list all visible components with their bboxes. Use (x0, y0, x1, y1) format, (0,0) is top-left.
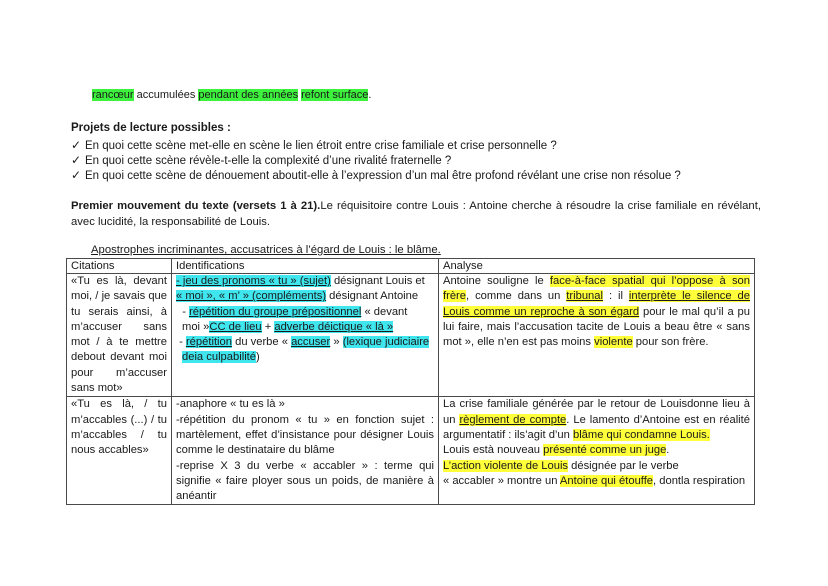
plain-text: accumulées (133, 89, 199, 101)
plain-text: » (330, 336, 343, 349)
project-item (71, 153, 451, 167)
highlight-cyan: accuser (291, 336, 331, 349)
highlight-cyan: - jeu des pronoms « tu » (sujet) (176, 275, 331, 287)
plain-text: + (261, 320, 275, 333)
highlight-yellow: blâme qui condamne Louis. (572, 428, 710, 441)
movement-title: Premier mouvement du texte (versets 1 à 21). (71, 200, 321, 212)
highlight-cyan: « moi », « m’ » (compléments) (176, 290, 327, 303)
highlight-yellow: présenté comme un juge (543, 444, 667, 457)
identification-cell (172, 397, 439, 505)
table-row (67, 397, 755, 505)
plain-text: pour le mal qu’il a pu lui faire, mais l’accusation tacite de Louis a beau être « sans mot », elle n’en est pas moins (443, 305, 751, 349)
analysis-cell (439, 397, 755, 505)
highlight-yellow: interprète le silence de Louis comme un reproche à son égard (443, 290, 750, 318)
plain-text: , dontla respiration (653, 474, 746, 487)
table-header-row (67, 259, 755, 274)
plain-text: moi » (182, 320, 210, 333)
checkmark-icon: ✓ (71, 138, 82, 152)
project-text: En quoi cette scène met-elle en scène le lien étroit entre crise familiale et crise personnelle ? (85, 140, 557, 152)
header-identifications: Identifications (172, 259, 439, 274)
plain-text: Antoine souligne le (443, 275, 550, 287)
analysis-table (66, 258, 755, 505)
highlight-cyan: adverbe déictique « là » (274, 320, 394, 333)
id-line (176, 320, 434, 335)
highlight-yellow: violente (594, 336, 633, 349)
highlight-yellow: Antoine qui étouffe (559, 474, 654, 487)
movement-text: Le réquisitoire contre Louis : Antoine cherche à résoudre la crise familiale en révélant, avec lucidité, la responsabilité de Louis. (71, 200, 761, 228)
highlight-phrase: pendant des années (198, 89, 299, 101)
citation-cell: «Tu es là, / tu m’accables (...) / tu m’accables / tu nous accables» (67, 397, 172, 505)
projects-heading: Projets de lecture possibles : (71, 122, 231, 134)
plain-text: pour son frère. (632, 336, 709, 349)
checkmark-icon: ✓ (71, 168, 82, 182)
plain-text: La crise familiale générée par le retour de Louisdonne lieu à un (443, 398, 750, 426)
plain-text: désignant Louis et (330, 275, 425, 287)
header-analyse: Analyse (439, 259, 755, 274)
highlight-cyan: répétition (185, 336, 232, 349)
plain-text: , comme dans un (466, 290, 567, 303)
header-citations: Citations (67, 259, 172, 274)
plain-text: - (176, 305, 190, 318)
id-line (176, 305, 434, 320)
table-caption: Apostrophes incriminantes, accusatrices à l’égard de Louis : le blâme. (91, 244, 441, 256)
plain-text: désignée par le verbe (568, 459, 679, 472)
plain-text: . (368, 89, 372, 101)
highlight-cyan: deia culpabilité (182, 351, 257, 364)
plain-text: - (176, 336, 186, 349)
project-text: En quoi cette scène de dénouement aboutit-elle à l’expression d’un mal être profond révélant une crise non résolue ? (85, 170, 681, 182)
table-row (67, 274, 755, 397)
highlight-yellow: tribunal (566, 290, 603, 303)
highlight-phrase: refont surface (301, 89, 369, 101)
highlight-yellow: règlement de compte (459, 413, 567, 426)
highlight-cyan: CC de lieu (209, 320, 262, 333)
intro-line (92, 89, 371, 101)
id-line: -répétition du pronom « tu » en fonction sujet : martèlement, effet d’insistance pour désigner Louis comme le destinataire du blâme (176, 413, 434, 457)
plain-text: « devant (361, 305, 408, 318)
plain-text: « accabler » montre un (443, 474, 560, 487)
plain-text: désignant Antoine (326, 290, 419, 303)
plain-text: du verbe « (231, 336, 292, 349)
plain-text: . Le lamento d’Antoine est en réalité argumentatif : ils’agit d’un (443, 413, 750, 441)
plain-text: Louis està nouveau (443, 444, 544, 457)
plain-text: ) (256, 351, 260, 364)
plain-text: : il (603, 290, 629, 303)
highlight-cyan: répétition du groupe prépositionnel (189, 305, 362, 318)
id-line (176, 335, 434, 350)
project-item (71, 138, 557, 152)
analysis-cell (439, 274, 755, 397)
highlight-yellow: L’action violente de Louis (443, 459, 569, 472)
highlight-yellow: face-à-face spatial qui l’oppose à son frère (443, 275, 750, 303)
highlight-word: rancœur (92, 89, 134, 101)
id-line (176, 289, 434, 304)
plain-text: . (666, 444, 670, 457)
citation-cell: «Tu es là, devant moi, / je savais que tu serais ainsi, à m’accuser sans mot / à te mettre debout devant moi pour m’accuser sans mot» (67, 274, 172, 397)
movement-paragraph (71, 198, 761, 230)
checkmark-icon: ✓ (71, 153, 82, 167)
identification-cell (172, 274, 439, 397)
id-line (176, 274, 434, 289)
project-item (71, 168, 681, 182)
id-line (176, 350, 434, 365)
id-line: -reprise X 3 du verbe « accabler » : terme qui signifie « faire ployer sous un poids, de manière à anéantir (176, 459, 434, 503)
project-text: En quoi cette scène révèle-t-elle la complexité d’une rivalité fraternelle ? (85, 155, 452, 167)
highlight-cyan: (lexique judiciaire (342, 336, 430, 349)
id-line: -anaphore « tu es là » (176, 398, 285, 411)
